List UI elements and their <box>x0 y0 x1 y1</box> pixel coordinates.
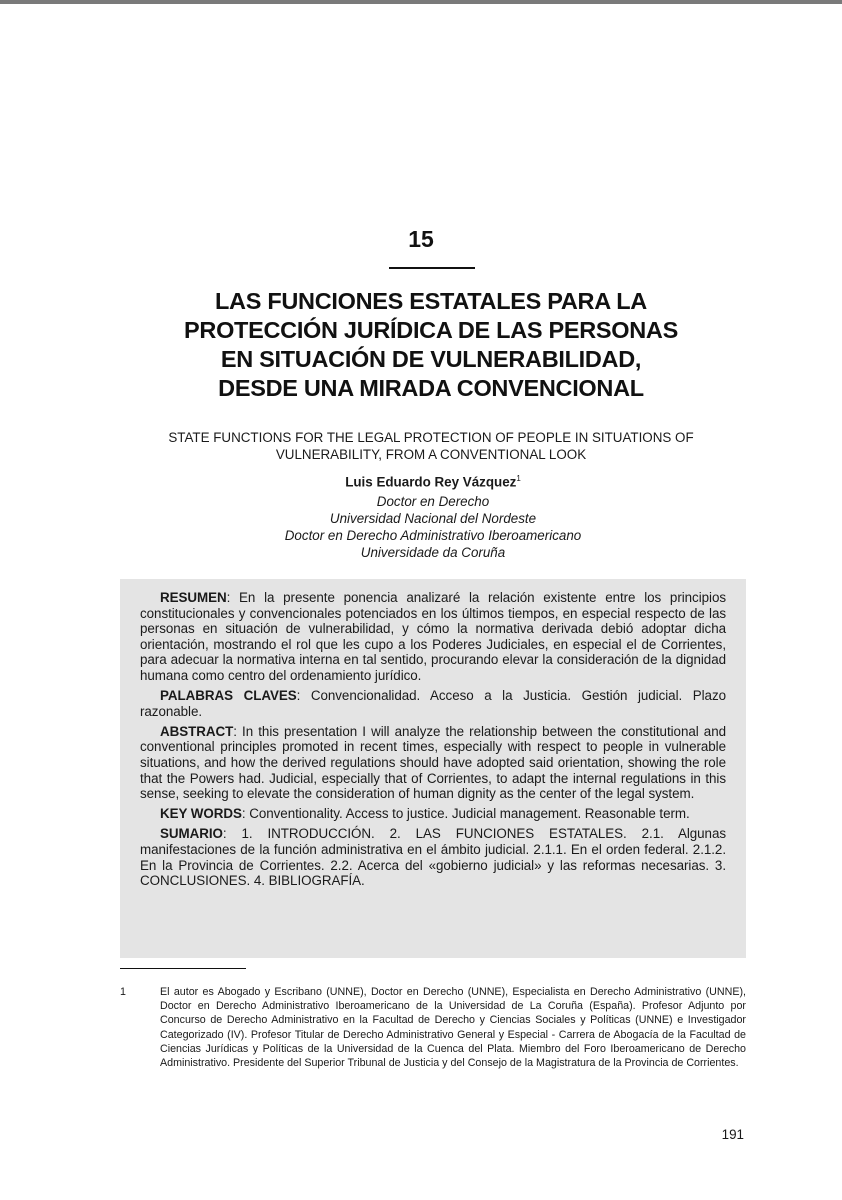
author-affiliations <box>0 493 842 561</box>
top-border <box>0 0 842 4</box>
key-words-paragraph <box>140 806 726 822</box>
abstract-box <box>120 579 746 958</box>
palabras-claves-text: : Convencionalidad. Acceso a la Justicia. Gestión judicial. Plazo razonable. <box>140 688 726 719</box>
palabras-claves-label: PALABRAS CLAVES <box>160 688 297 704</box>
abstract-label: ABSTRACT <box>160 723 234 739</box>
abstract-paragraph <box>140 724 726 802</box>
key-words-text: : Conventionality. Access to justice. Judicial management. Reasonable term. <box>241 806 690 822</box>
abstract-text: : In this presentation I will analyze the relationship between the constitutional and conventional principles promoted in recent times, especially with respect to people in vulnerable situations, and how the derived regulations should have adopted said orientation, showing the role that the Powers had. Judicial, especially that of Corrientes, to adapt the internal regulations in this sense, seeking to elevate the consideration of human dignity as the center of the legal system. <box>140 723 726 802</box>
sumario-paragraph <box>140 826 726 888</box>
chapter-number: 15 <box>408 226 434 252</box>
author-name: Luis Eduardo Rey Vázquez <box>345 474 517 490</box>
resumen-label: RESUMEN <box>160 590 227 605</box>
key-words-label: KEY WORDS <box>160 806 242 822</box>
resumen-paragraph <box>140 590 726 684</box>
title-line: DESDE UNA MIRADA CONVENCIONAL <box>218 375 644 401</box>
title-line: LAS FUNCIONES ESTATALES PARA LA <box>215 288 647 314</box>
palabras-claves-paragraph <box>140 688 726 719</box>
footnote <box>120 985 746 1070</box>
affiliation-line: Doctor en Derecho <box>376 494 490 509</box>
affiliation-line: Universidad Nacional del Nordeste <box>329 511 537 526</box>
affiliation-line: Doctor en Derecho Administrativo Iberoamericano <box>284 528 582 543</box>
title-line: PROTECCIÓN JURÍDICA DE LAS PERSONAS <box>184 317 678 343</box>
footnote-text: El autor es Abogado y Escribano (UNNE), Doctor en Derecho (UNNE), Especialista en Derecho Administrativo (UNNE), Doctor en Derecho Administrativo Iberoamericano de la Universidad de La Coruña (España). Profesor Adjunto por Concurso de Derecho Administrativo en la Facultad de Derecho y Ciencias Sociales y Políticas (UNNE) e Investigador Categorizado (IV). Profesor Titular de Derecho Administrativo General y Especial - Carrera de Abogacía de la Facultad de Ciencias Jurídicas y Políticas de la Universidad de la Cuenca del Plata. Miembro del Foro Iberoamericano de Derecho Administrativo. Presidente del Superior Tribunal de Justicia y del Consejo de la Magistratura de la Provincia de Corrientes. <box>160 986 746 1070</box>
sumario-text: : 1. INTRODUCCIÓN. 2. LAS FUNCIONES ESTATALES. 2.1. Algunas manifestaciones de la función administrativa en el ámbito judicial. 2.1.1. En el orden federal. 2.1.2. En la Provincia de Corrientes. 2.2. Acerca del «gobierno judicial» y las reformas necesarias. 3. CONCLUSIONES. 4. BIBLIOGRAFÍA. <box>140 826 726 889</box>
page-number: 191 <box>721 1127 744 1142</box>
sumario-label: SUMARIO <box>160 826 223 842</box>
resumen-text: : En la presente ponencia analizaré la relación existente entre los principios constitucionales y convencionales potenciados en los últimos tiempos, en especial respecto de las personas en situación de vulnerabilidad, y cómo la normativa derivada debió adoptar dicha orientación, mostrando el rol que les cupo a los Poderes Judiciales, en especial el de Corrientes, para adecuar la normativa interna en tal sentido, procurando elevar la consideración de la dignidad humana como centro del ordenamiento jurídico. <box>140 590 726 683</box>
footnote-ref[interactable]: 1 <box>516 474 521 483</box>
author-line <box>0 474 842 489</box>
chapter-divider <box>389 267 475 269</box>
affiliation-line: Universidade da Coruña <box>360 545 506 560</box>
footnote-number: 1 <box>120 986 126 998</box>
chapter-title <box>110 287 752 403</box>
english-subtitle: STATE FUNCTIONS FOR THE LEGAL PROTECTION OF PEOPLE IN SITUATIONS OF VULNERABILITY, FROM A CONVENTIONAL LOOK <box>168 430 694 462</box>
footnote-divider <box>120 968 246 969</box>
title-line: EN SITUACIÓN DE VULNERABILIDAD, <box>220 346 642 372</box>
